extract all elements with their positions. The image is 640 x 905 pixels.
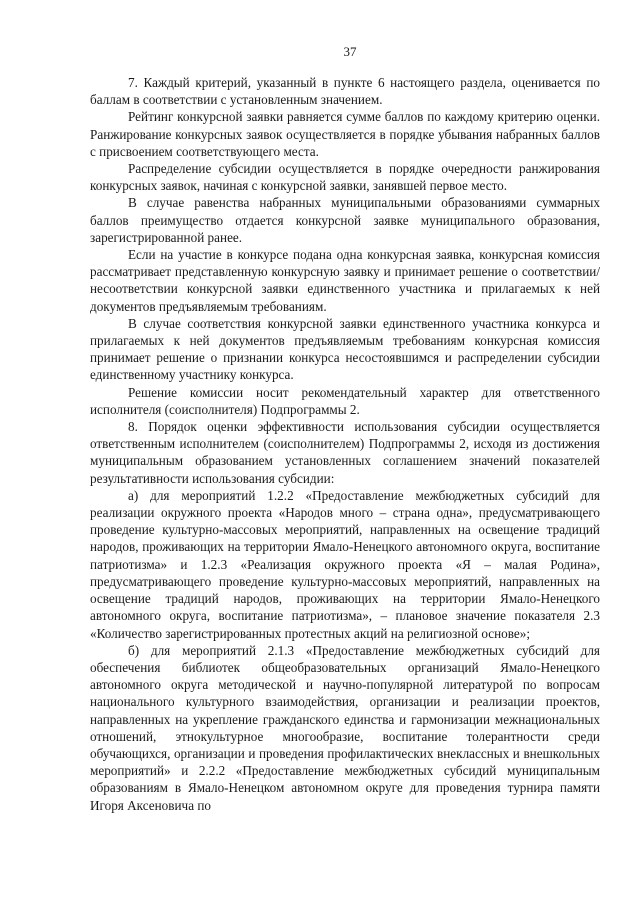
document-body — [90, 74, 600, 814]
paragraph-criteria-scoring: 7. Каждый критерий, указанный в пункте 6 настоящего раздела, оценивается по баллам в соответствии с установленным значением. — [90, 75, 600, 108]
paragraph-rating: Рейтинг конкурсной заявки равняется сумме баллов по каждому критерию оценки. Ранжирование конкурсных заявок осуществляется в порядке убывания набранных баллов с присвоением соответствующего места. — [90, 109, 600, 159]
paragraph-commission-decision: Решение комиссии носит рекомендательный характер для ответственного исполнителя (соисполнителя) Подпрограммы 2. — [90, 384, 600, 417]
page-number: 37 — [343, 44, 357, 59]
paragraph-efficiency-evaluation: 8. Порядок оценки эффективности использования субсидии осуществляется ответственным исполнителем (соисполнителем) Подпрограммы 2, исходя из достижения муниципальным образованием установленных соглашением значений показателей результативности использования субсидии: — [90, 419, 600, 486]
paragraph-item-a: а) для мероприятий 1.2.2 «Предоставление межбюджетных субсидий для реализации окружного проекта «Народов много – страна одна», предусматривающего проведение культурно-массовых мероприятий, направленных на освещение традиций народов, проживающих на территории Ямало-Ненецкого автономного округа, воспитание патриотизма» и 1.2.3 «Реализация окружного проекта «Я – малая Родина», предусматривающего проведение культурно-массовых мероприятий, направленных на освещение традиций народов, проживающих на территории Ямало-Ненецкого автономного округа, воспитание патриотизма», – плановое значение показателя 2.3 «Количество зарегистрированных протестных акций на религиозной основе»; — [90, 487, 600, 641]
paragraph-distribution: Распределение субсидии осуществляется в порядке очередности ранжирования конкурсных заявок, начиная с конкурсной заявки, занявшей первое место. — [90, 161, 600, 194]
paragraph-single-participant: В случае соответствия конкурсной заявки единственного участника конкурса и прилагаемых к ней документов предъявляемым требованиям конкурсная комиссия принимает решение о признании конкурса несостоявшимся и распределении субсидии единственному участнику конкурса. — [90, 315, 600, 383]
paragraph-equal-scores: В случае равенства набранных муниципальными образованиями суммарных баллов преимущество отдается конкурсной заявке муниципального образования, зарегистрированной ранее. — [90, 195, 600, 245]
paragraph-single-application: Если на участие в конкурсе подана одна конкурсная заявка, конкурсная комиссия рассматривает представленную конкурсную заявку и принимает решение о соответствии/несоответствии конкурсной заявки единственного участника и прилагаемых к ней документов предъявляемым требованиям. — [90, 247, 600, 314]
paragraph-item-b: б) для мероприятий 2.1.3 «Предоставление межбюджетных субсидий для обеспечения библиотек общеобразовательных организаций Ямало-Ненецкого автономного округа методической и научно-популярной литературой по вопросам национального культурного взаимодействия, организации и реализации проектов, направленных на укрепление гражданского единства и гармонизации межнациональных отношений, этнокультурное многообразие, воспитание толерантности среди обучающихся, организации и проведения профилактических внеклассных и внешкольных мероприятий» и 2.2.2 «Предоставление межбюджетных субсидий муниципальным образованиям в Ямало-Ненецком автономном округе для проведения турнира памяти Игоря Аксеновича по — [90, 642, 600, 813]
